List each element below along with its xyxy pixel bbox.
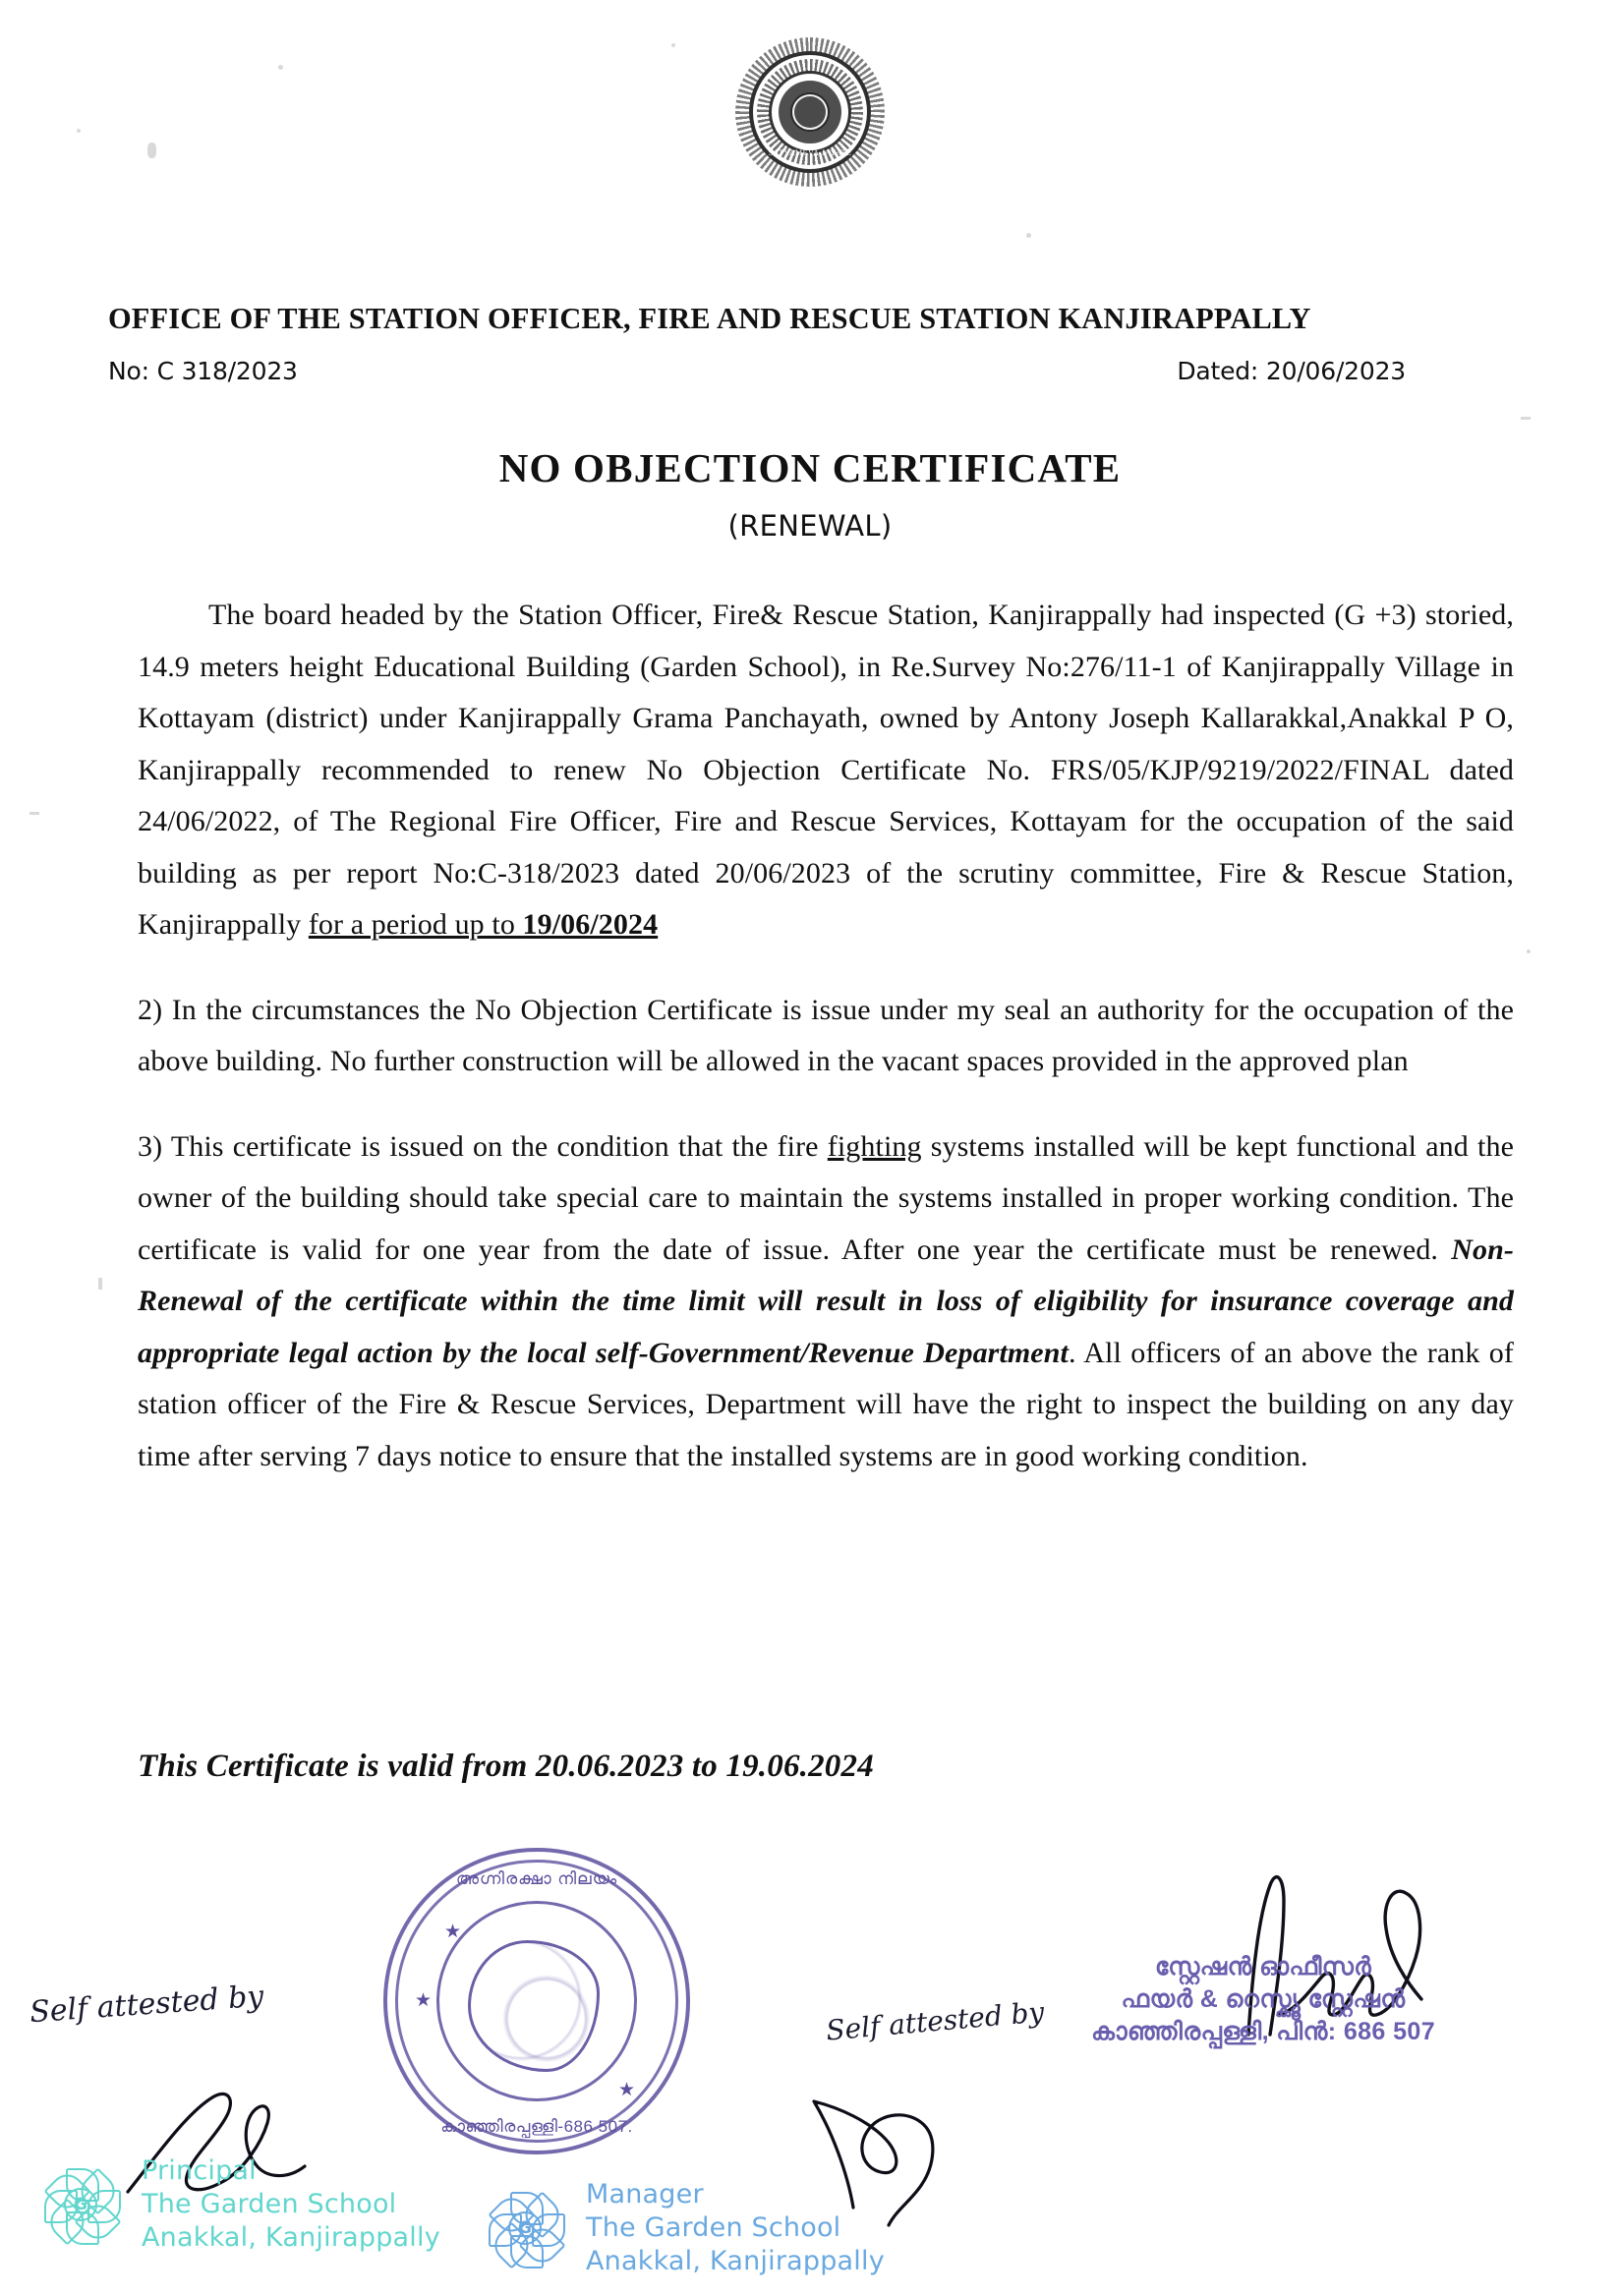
government-emblem-icon xyxy=(735,37,885,187)
scan-speck xyxy=(29,812,39,815)
paragraph-3 xyxy=(138,1121,1514,1483)
document-title: NO OBJECTION CERTIFICATE xyxy=(498,445,1122,490)
school-seal-text-block xyxy=(142,2154,440,2254)
paragraph-1-text: The board headed by the Station Officer, Fire& Rescue Station, Kanjirappally had inspected (G +3) storied, 14.9 meters height Educational Building (Garden School), in Re.Survey No:276/11-1 of Kanjirappally Village in Kottayam (district) under Kanjirappally Grama Panchayath, owned by Antony Joseph Kallarakkal,Anakkal P O, Kanjirappally recommended to renew No Objection Certificate No. FRS/05/KJP/9219/2022/FINAL dated 24/06/2022, of The Regional Fire Officer, Fire and Rescue Services, Kottayam for the occupation of the said building as per report No:C-318/2023 dated 20/06/2023 of the scrutiny committee, Fire & Rescue Station, Kanjirappally xyxy=(138,599,1514,941)
scan-speck xyxy=(1026,233,1031,238)
emblem-motto-text: SATYAMEVA JAYATE xyxy=(768,148,852,157)
paragraph-3-text-c: . All officers of an above the rank of station officer of the Fire & Rescue Services, Department will have the right to inspect the building on any day time after serving 7 days notice to ensure that the installed systems are in good working condition. xyxy=(138,1336,1515,1472)
school-seal-manager xyxy=(478,2178,885,2277)
school-seal-address: Anakkal, Kanjirappally xyxy=(586,2245,885,2276)
officer-seal-line-1: സ്റ്റേഷൻ ഓഫീസർ xyxy=(1154,1953,1372,1980)
validity-statement: This Certificate is valid from 20.06.2023 to 19.06.2024 xyxy=(138,1749,874,1784)
school-seal-principal xyxy=(33,2154,440,2254)
fire-station-round-seal xyxy=(381,1846,692,2156)
reference-row xyxy=(108,357,1416,385)
school-logo-flower-icon xyxy=(33,2157,128,2252)
school-logo-flower-icon xyxy=(478,2181,572,2275)
paragraph-3-underlined-word: fighting xyxy=(827,1129,922,1163)
scan-speck xyxy=(1527,949,1531,953)
scan-speck xyxy=(1521,417,1531,420)
self-attested-note-left: Self attested by xyxy=(29,1979,265,2031)
seal-star-icon: ★ xyxy=(617,2080,635,2100)
paragraph-2: 2) In the circumstances the No Objection Certificate is issue under my seal an authority for the occupation of the above building. No further construction will be allowed in the vacant spaces provided in the approved plan xyxy=(138,993,1514,1077)
officer-seal-line-2: ഫയർ & റെസ്ക്യൂ സ്റ്റേഷൻ xyxy=(1121,1985,1406,2013)
document-body xyxy=(138,590,1514,1516)
scan-speck xyxy=(98,1278,102,1290)
document-subtitle: (RENEWAL) xyxy=(727,509,893,543)
station-officer-text-seal xyxy=(1042,1951,1484,2048)
seal-arc-top-text: അഗ്നിരക്ഷാ നിലയം xyxy=(455,1869,618,1888)
document-date: Dated: 20/06/2023 xyxy=(1177,357,1406,385)
self-attested-note-middle: Self attested by xyxy=(824,1995,1046,2047)
school-monogram: G xyxy=(64,2188,97,2221)
seal-arc-bottom-text: കാഞ്ഞിരപ്പള്ളി-686 507. xyxy=(440,2117,633,2136)
school-seal-name: The Garden School xyxy=(142,2188,397,2219)
paragraph-3-text-a: 3) This certificate is issued on the condition that the fire xyxy=(138,1129,828,1163)
government-emblem-container xyxy=(0,37,1620,195)
school-seal-role: Manager xyxy=(586,2179,704,2210)
officer-seal-line-3: കാഞ്ഞിരപ്പള്ളി, പിൻ: 686 507 xyxy=(1090,2018,1435,2045)
paragraph-1-expiry-date: 19/06/2024 xyxy=(522,908,659,941)
school-seal-role: Principal xyxy=(142,2155,257,2186)
school-seal-text-block xyxy=(586,2178,885,2277)
school-monogram: G xyxy=(508,2211,542,2245)
school-seal-address: Anakkal, Kanjirappally xyxy=(142,2221,440,2253)
paragraph-3-emphasis: Non-Renewal of the certificate within the time limit will result in loss of eligibility for insurance coverage and appropriate legal action by the local self-Government/Revenue Department xyxy=(138,1233,1514,1369)
office-header-title: OFFICE OF THE STATION OFFICER, FIRE AND RESCUE STATION KANJIRAPPALLY xyxy=(108,302,1311,335)
paragraph-1 xyxy=(138,590,1514,951)
paragraph-3-text-b: systems installed will be kept functional and the owner of the building should take special care to maintain the systems installed in proper working condition. The certificate is valid for one year from the date of issue. After one year the certificate must be renewed. xyxy=(138,1129,1514,1266)
school-seal-name: The Garden School xyxy=(586,2211,841,2243)
file-number: No: C 318/2023 xyxy=(108,357,298,385)
seal-star-icon: ★ xyxy=(415,1990,433,2011)
paragraph-1-underlined: for a period up to xyxy=(308,908,523,941)
seal-star-icon: ★ xyxy=(444,1922,462,1942)
